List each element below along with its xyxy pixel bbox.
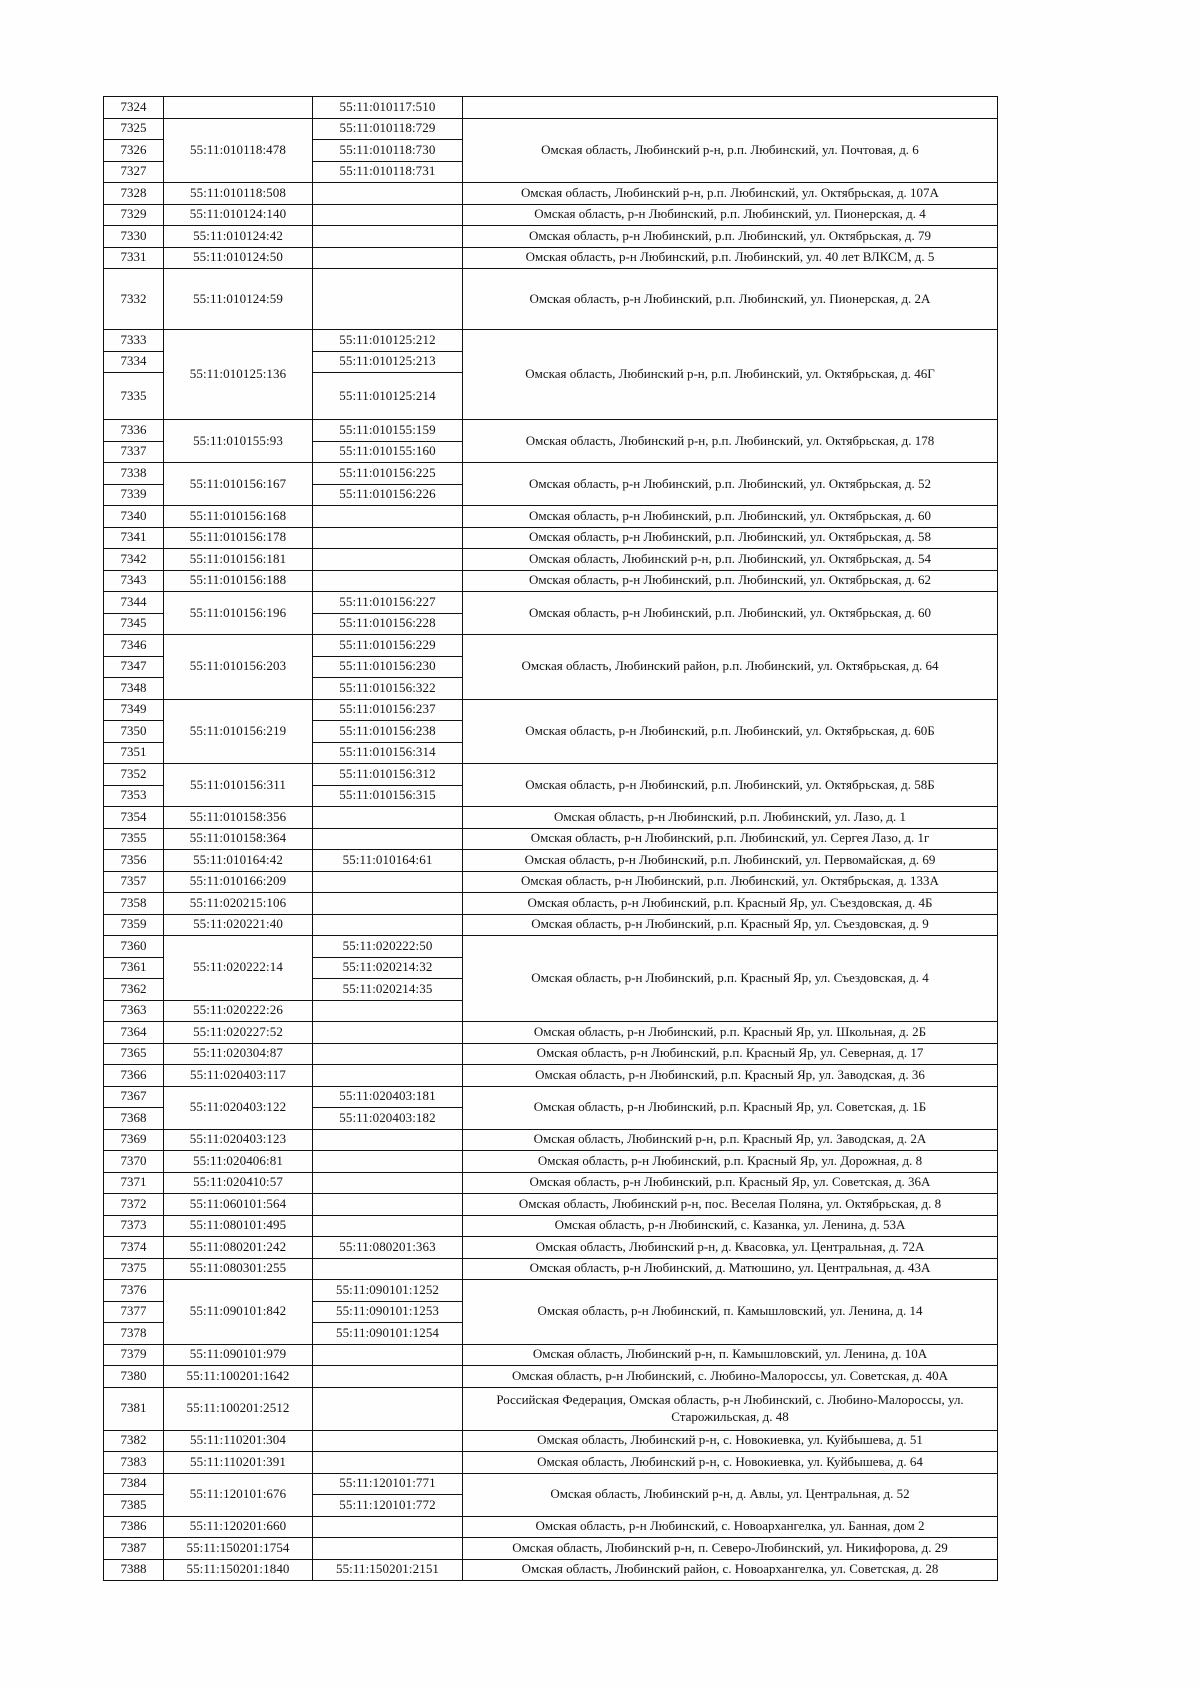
address-cell: [463, 97, 998, 119]
row-number-cell: 7388: [104, 1559, 164, 1581]
building-cadastral-cell: 55:11:120201:660: [164, 1516, 313, 1538]
row-number-cell: 7338: [104, 463, 164, 485]
row-number-cell: 7387: [104, 1538, 164, 1560]
row-number-cell: 7326: [104, 140, 164, 162]
premise-cadastral-cell: 55:11:010164:61: [313, 850, 463, 872]
row-number-cell: 7370: [104, 1151, 164, 1173]
building-cadastral-cell: 55:11:100201:1642: [164, 1366, 313, 1388]
table-row: [104, 330, 998, 352]
table-row: [104, 570, 998, 592]
table-row: [104, 1387, 998, 1430]
address-cell: Омская область, р-н Любинский, р.п. Любинский, ул. Пионерская, д. 4: [463, 204, 998, 226]
premise-cadastral-cell: 55:11:090101:1254: [313, 1323, 463, 1345]
building-cadastral-cell: 55:11:010124:42: [164, 226, 313, 248]
row-number-cell: 7355: [104, 828, 164, 850]
building-cadastral-cell: [164, 97, 313, 119]
premise-cadastral-cell: [313, 1065, 463, 1087]
row-number-cell: 7380: [104, 1366, 164, 1388]
table-row: [104, 269, 998, 330]
table-row: [104, 506, 998, 528]
premise-cadastral-cell: [313, 1194, 463, 1216]
building-cadastral-cell: 55:11:010156:196: [164, 592, 313, 635]
table-row: [104, 183, 998, 205]
address-cell: Омская область, р-н Любинский, с. Любино-Малороссы, ул. Советская, д. 40А: [463, 1366, 998, 1388]
row-number-cell: 7385: [104, 1495, 164, 1517]
row-number-cell: 7341: [104, 527, 164, 549]
premise-cadastral-cell: [313, 914, 463, 936]
premise-cadastral-cell: 55:11:010125:212: [313, 330, 463, 352]
address-cell: Омская область, р-н Любинский, п. Камышловский, ул. Ленина, д. 14: [463, 1280, 998, 1345]
table-row: [104, 549, 998, 571]
table-row: [104, 914, 998, 936]
table-row: [104, 871, 998, 893]
row-number-cell: 7344: [104, 592, 164, 614]
premise-cadastral-cell: [313, 549, 463, 571]
building-cadastral-cell: 55:11:020215:106: [164, 893, 313, 915]
row-number-cell: 7351: [104, 742, 164, 764]
address-cell: Омская область, р-н Любинский, р.п. Любинский, ул. Лазо, д. 1: [463, 807, 998, 829]
address-cell: Омская область, Любинский р-н, д. Квасовка, ул. Центральная, д. 72А: [463, 1237, 998, 1259]
row-number-cell: 7381: [104, 1387, 164, 1430]
premise-cadastral-cell: 55:11:020214:32: [313, 957, 463, 979]
address-cell: Омская область, р-н Любинский, р.п. Любинский, ул. 40 лет ВЛКСМ, д. 5: [463, 247, 998, 269]
row-number-cell: 7352: [104, 764, 164, 786]
row-number-cell: 7342: [104, 549, 164, 571]
table-row: [104, 1516, 998, 1538]
address-cell: Омская область, Любинский р-н, р.п. Любинский, ул. Почтовая, д. 6: [463, 118, 998, 183]
row-number-cell: 7379: [104, 1344, 164, 1366]
building-cadastral-cell: 55:11:110201:304: [164, 1430, 313, 1452]
table-row: [104, 764, 998, 786]
premise-cadastral-cell: 55:11:010125:213: [313, 351, 463, 373]
row-number-cell: 7386: [104, 1516, 164, 1538]
building-cadastral-cell: 55:11:010124:59: [164, 269, 313, 330]
address-cell: Омская область, р-н Любинский, р.п. Любинский, ул. Сергея Лазо, д. 1г: [463, 828, 998, 850]
premise-cadastral-cell: 55:11:010156:237: [313, 699, 463, 721]
table-row: [104, 1366, 998, 1388]
row-number-cell: 7354: [104, 807, 164, 829]
address-cell: Омская область, р-н Любинский, р.п. Красный Яр, ул. Заводская, д. 36: [463, 1065, 998, 1087]
premise-cadastral-cell: 55:11:010156:227: [313, 592, 463, 614]
premise-cadastral-cell: 55:11:120101:772: [313, 1495, 463, 1517]
premise-cadastral-cell: [313, 1538, 463, 1560]
table-row: [104, 1280, 998, 1302]
building-cadastral-cell: 55:11:080101:495: [164, 1215, 313, 1237]
premise-cadastral-cell: [313, 570, 463, 592]
address-cell: Омская область, Любинский р-н, р.п. Красный Яр, ул. Заводская, д. 2А: [463, 1129, 998, 1151]
table-row: [104, 807, 998, 829]
address-cell: Омская область, р-н Любинский, р.п. Красный Яр, ул. Советская, д. 1Б: [463, 1086, 998, 1129]
address-cell: Омская область, р-н Любинский, р.п. Любинский, ул. Первомайская, д. 69: [463, 850, 998, 872]
row-number-cell: 7330: [104, 226, 164, 248]
row-number-cell: 7343: [104, 570, 164, 592]
premise-cadastral-cell: 55:11:020403:181: [313, 1086, 463, 1108]
row-number-cell: 7364: [104, 1022, 164, 1044]
address-cell: Омская область, р-н Любинский, р.п. Красный Яр, ул. Съездовская, д. 4Б: [463, 893, 998, 915]
address-cell: Омская область, р-н Любинский, р.п. Красный Яр, ул. Съездовская, д. 4: [463, 936, 998, 1022]
building-cadastral-cell: 55:11:090101:979: [164, 1344, 313, 1366]
building-cadastral-cell: 55:11:010156:178: [164, 527, 313, 549]
row-number-cell: 7374: [104, 1237, 164, 1259]
row-number-cell: 7366: [104, 1065, 164, 1087]
premise-cadastral-cell: [313, 1430, 463, 1452]
row-number-cell: 7356: [104, 850, 164, 872]
premise-cadastral-cell: 55:11:150201:2151: [313, 1559, 463, 1581]
premise-cadastral-cell: 55:11:090101:1253: [313, 1301, 463, 1323]
premise-cadastral-cell: 55:11:010156:312: [313, 764, 463, 786]
building-cadastral-cell: 55:11:110201:391: [164, 1452, 313, 1474]
row-number-cell: 7329: [104, 204, 164, 226]
premise-cadastral-cell: 55:11:010156:225: [313, 463, 463, 485]
premise-cadastral-cell: 55:11:120101:771: [313, 1473, 463, 1495]
premise-cadastral-cell: 55:11:010155:160: [313, 441, 463, 463]
address-cell: Омская область, р-н Любинский, р.п. Красный Яр, ул. Школьная, д. 2Б: [463, 1022, 998, 1044]
building-cadastral-cell: 55:11:010124:50: [164, 247, 313, 269]
address-cell: Омская область, Любинский р-н, р.п. Любинский, ул. Октябрьская, д. 54: [463, 549, 998, 571]
row-number-cell: 7365: [104, 1043, 164, 1065]
row-number-cell: 7327: [104, 161, 164, 183]
row-number-cell: 7325: [104, 118, 164, 140]
premise-cadastral-cell: [313, 204, 463, 226]
premise-cadastral-cell: [313, 1366, 463, 1388]
table-row: [104, 592, 998, 614]
building-cadastral-cell: 55:11:010156:203: [164, 635, 313, 700]
table-row: [104, 1344, 998, 1366]
row-number-cell: 7348: [104, 678, 164, 700]
table-row: [104, 1538, 998, 1560]
building-cadastral-cell: 55:11:020304:87: [164, 1043, 313, 1065]
building-cadastral-cell: 55:11:020406:81: [164, 1151, 313, 1173]
table-row: [104, 1452, 998, 1474]
building-cadastral-cell: 55:11:020410:57: [164, 1172, 313, 1194]
row-number-cell: 7372: [104, 1194, 164, 1216]
building-cadastral-cell: 55:11:020227:52: [164, 1022, 313, 1044]
table-row: [104, 1473, 998, 1495]
building-cadastral-cell: 55:11:010158:356: [164, 807, 313, 829]
table-row: [104, 1151, 998, 1173]
premise-cadastral-cell: [313, 183, 463, 205]
address-cell: Омская область, Любинский р-н, п. Камышловский, ул. Ленина, д. 10А: [463, 1344, 998, 1366]
address-cell: Омская область, Любинский р-н, д. Авлы, ул. Центральная, д. 52: [463, 1473, 998, 1516]
building-cadastral-cell: 55:11:020403:123: [164, 1129, 313, 1151]
premise-cadastral-cell: 55:11:010156:238: [313, 721, 463, 743]
row-number-cell: 7367: [104, 1086, 164, 1108]
premise-cadastral-cell: 55:11:010117:510: [313, 97, 463, 119]
row-number-cell: 7368: [104, 1108, 164, 1130]
premise-cadastral-cell: [313, 1129, 463, 1151]
building-cadastral-cell: 55:11:150201:1754: [164, 1538, 313, 1560]
building-cadastral-cell: 55:11:100201:2512: [164, 1387, 313, 1430]
row-number-cell: 7357: [104, 871, 164, 893]
address-cell: Омская область, р-н Любинский, с. Казанка, ул. Ленина, д. 53А: [463, 1215, 998, 1237]
building-cadastral-cell: 55:11:020222:26: [164, 1000, 313, 1022]
building-cadastral-cell: 55:11:010156:168: [164, 506, 313, 528]
row-number-cell: 7334: [104, 351, 164, 373]
building-cadastral-cell: 55:11:060101:564: [164, 1194, 313, 1216]
building-cadastral-cell: 55:11:020403:117: [164, 1065, 313, 1087]
premise-cadastral-cell: 55:11:010156:228: [313, 613, 463, 635]
address-cell: Омская область, Любинский р-н, пос. Веселая Поляна, ул. Октябрьская, д. 8: [463, 1194, 998, 1216]
row-number-cell: 7363: [104, 1000, 164, 1022]
address-cell: Омская область, р-н Любинский, р.п. Любинский, ул. Октябрьская, д. 58Б: [463, 764, 998, 807]
premise-cadastral-cell: 55:11:020403:182: [313, 1108, 463, 1130]
premise-cadastral-cell: [313, 871, 463, 893]
table-row: [104, 204, 998, 226]
address-cell: Омская область, р-н Любинский, р.п. Красный Яр, ул. Северная, д. 17: [463, 1043, 998, 1065]
table-row: [104, 936, 998, 958]
address-cell: Омская область, Любинский р-н, р.п. Любинский, ул. Октябрьская, д. 107А: [463, 183, 998, 205]
address-cell: Омская область, р-н Любинский, р.п. Любинский, ул. Октябрьская, д. 133А: [463, 871, 998, 893]
row-number-cell: 7324: [104, 97, 164, 119]
premise-cadastral-cell: [313, 828, 463, 850]
address-cell: Омская область, р-н Любинский, р.п. Красный Яр, ул. Дорожная, д. 8: [463, 1151, 998, 1173]
premise-cadastral-cell: [313, 1022, 463, 1044]
row-number-cell: 7378: [104, 1323, 164, 1345]
row-number-cell: 7335: [104, 373, 164, 420]
building-cadastral-cell: 55:11:010118:508: [164, 183, 313, 205]
table-row: [104, 1065, 998, 1087]
table-row: [104, 1559, 998, 1581]
address-cell: Омская область, р-н Любинский, р.п. Любинский, ул. Октябрьская, д. 60: [463, 506, 998, 528]
address-cell: Российская Федерация, Омская область, р-н Любинский, с. Любино-Малороссы, ул. Старожильская, д. 48: [463, 1387, 998, 1430]
row-number-cell: 7337: [104, 441, 164, 463]
table-row: [104, 463, 998, 485]
premise-cadastral-cell: 55:11:020214:35: [313, 979, 463, 1001]
table-row: [104, 1043, 998, 1065]
table-row: [104, 1086, 998, 1108]
table-row: [104, 1194, 998, 1216]
row-number-cell: 7353: [104, 785, 164, 807]
row-number-cell: 7376: [104, 1280, 164, 1302]
row-number-cell: 7371: [104, 1172, 164, 1194]
premise-cadastral-cell: 55:11:010125:214: [313, 373, 463, 420]
table-row: [104, 699, 998, 721]
table-row: [104, 1237, 998, 1259]
row-number-cell: 7331: [104, 247, 164, 269]
row-number-cell: 7375: [104, 1258, 164, 1280]
premise-cadastral-cell: 55:11:010156:315: [313, 785, 463, 807]
building-cadastral-cell: 55:11:020403:122: [164, 1086, 313, 1129]
premise-cadastral-cell: 55:11:010118:730: [313, 140, 463, 162]
premise-cadastral-cell: 55:11:010155:159: [313, 420, 463, 442]
address-cell: Омская область, Любинский р-н, с. Новокиевка, ул. Куйбышева, д. 51: [463, 1430, 998, 1452]
premise-cadastral-cell: [313, 1172, 463, 1194]
table-row: [104, 1215, 998, 1237]
address-cell: Омская область, р-н Любинский, р.п. Любинский, ул. Октябрьская, д. 60: [463, 592, 998, 635]
row-number-cell: 7384: [104, 1473, 164, 1495]
building-cadastral-cell: 55:11:090101:842: [164, 1280, 313, 1345]
address-cell: Омская область, р-н Любинский, р.п. Любинский, ул. Октябрьская, д. 52: [463, 463, 998, 506]
premise-cadastral-cell: [313, 1215, 463, 1237]
premise-cadastral-cell: [313, 506, 463, 528]
premise-cadastral-cell: 55:11:010156:226: [313, 484, 463, 506]
building-cadastral-cell: 55:11:010118:478: [164, 118, 313, 183]
table-row: [104, 828, 998, 850]
premise-cadastral-cell: 55:11:010156:322: [313, 678, 463, 700]
address-cell: Омская область, р-н Любинский, р.п. Любинский, ул. Октябрьская, д. 58: [463, 527, 998, 549]
row-number-cell: 7358: [104, 893, 164, 915]
row-number-cell: 7332: [104, 269, 164, 330]
address-cell: Омская область, Любинский район, р.п. Любинский, ул. Октябрьская, д. 64: [463, 635, 998, 700]
premise-cadastral-cell: 55:11:080201:363: [313, 1237, 463, 1259]
table-row: [104, 97, 998, 119]
building-cadastral-cell: 55:11:080201:242: [164, 1237, 313, 1259]
table-row: [104, 527, 998, 549]
premise-cadastral-cell: [313, 1000, 463, 1022]
row-number-cell: 7350: [104, 721, 164, 743]
premise-cadastral-cell: [313, 807, 463, 829]
table-row: [104, 226, 998, 248]
address-cell: Омская область, Любинский р-н, р.п. Любинский, ул. Октябрьская, д. 178: [463, 420, 998, 463]
address-cell: Омская область, р-н Любинский, с. Новоархангелка, ул. Банная, дом 2: [463, 1516, 998, 1538]
premise-cadastral-cell: [313, 527, 463, 549]
premise-cadastral-cell: 55:11:010118:731: [313, 161, 463, 183]
row-number-cell: 7328: [104, 183, 164, 205]
row-number-cell: 7359: [104, 914, 164, 936]
address-cell: Омская область, Любинский р-н, с. Новокиевка, ул. Куйбышева, д. 64: [463, 1452, 998, 1474]
premise-cadastral-cell: [313, 247, 463, 269]
building-cadastral-cell: 55:11:010124:140: [164, 204, 313, 226]
address-cell: Омская область, р-н Любинский, р.п. Любинский, ул. Октябрьская, д. 60Б: [463, 699, 998, 764]
table-row: [104, 850, 998, 872]
building-cadastral-cell: 55:11:010158:364: [164, 828, 313, 850]
building-cadastral-cell: 55:11:010166:209: [164, 871, 313, 893]
building-cadastral-cell: 55:11:010156:188: [164, 570, 313, 592]
building-cadastral-cell: 55:11:150201:1840: [164, 1559, 313, 1581]
address-cell: Омская область, р-н Любинский, р.п. Красный Яр, ул. Советская, д. 36А: [463, 1172, 998, 1194]
table-row: [104, 247, 998, 269]
table-row: [104, 1129, 998, 1151]
building-cadastral-cell: 55:11:010156:311: [164, 764, 313, 807]
address-cell: Омская область, р-н Любинский, р.п. Любинский, ул. Октябрьская, д. 62: [463, 570, 998, 592]
row-number-cell: 7345: [104, 613, 164, 635]
address-cell: Омская область, р-н Любинский, р.п. Любинский, ул. Октябрьская, д. 79: [463, 226, 998, 248]
row-number-cell: 7377: [104, 1301, 164, 1323]
premise-cadastral-cell: 55:11:020222:50: [313, 936, 463, 958]
row-number-cell: 7336: [104, 420, 164, 442]
building-cadastral-cell: 55:11:010155:93: [164, 420, 313, 463]
building-cadastral-cell: 55:11:010125:136: [164, 330, 313, 420]
premise-cadastral-cell: [313, 1344, 463, 1366]
row-number-cell: 7361: [104, 957, 164, 979]
premise-cadastral-cell: [313, 269, 463, 330]
building-cadastral-cell: 55:11:080301:255: [164, 1258, 313, 1280]
row-number-cell: 7346: [104, 635, 164, 657]
row-number-cell: 7339: [104, 484, 164, 506]
building-cadastral-cell: 55:11:020221:40: [164, 914, 313, 936]
premise-cadastral-cell: 55:11:010156:230: [313, 656, 463, 678]
row-number-cell: 7349: [104, 699, 164, 721]
building-cadastral-cell: 55:11:020222:14: [164, 936, 313, 1001]
address-cell: Омская область, р-н Любинский, р.п. Красный Яр, ул. Съездовская, д. 9: [463, 914, 998, 936]
table-row: [104, 1430, 998, 1452]
table-row: [104, 420, 998, 442]
premise-cadastral-cell: 55:11:010118:729: [313, 118, 463, 140]
table-row: [104, 1022, 998, 1044]
address-cell: Омская область, р-н Любинский, р.п. Любинский, ул. Пионерская, д. 2А: [463, 269, 998, 330]
premise-cadastral-cell: [313, 1387, 463, 1430]
row-number-cell: 7362: [104, 979, 164, 1001]
premise-cadastral-cell: [313, 1043, 463, 1065]
building-cadastral-cell: 55:11:010164:42: [164, 850, 313, 872]
table-row: [104, 1172, 998, 1194]
premise-cadastral-cell: [313, 893, 463, 915]
address-cell: Омская область, Любинский район, с. Новоархангелка, ул. Советская, д. 28: [463, 1559, 998, 1581]
row-number-cell: 7360: [104, 936, 164, 958]
premise-cadastral-cell: 55:11:010156:229: [313, 635, 463, 657]
table-row: [104, 1258, 998, 1280]
address-cell: Омская область, Любинский р-н, п. Северо-Любинский, ул. Никифорова, д. 29: [463, 1538, 998, 1560]
row-number-cell: 7340: [104, 506, 164, 528]
building-cadastral-cell: 55:11:120101:676: [164, 1473, 313, 1516]
building-cadastral-cell: 55:11:010156:219: [164, 699, 313, 764]
premise-cadastral-cell: [313, 226, 463, 248]
address-cell: Омская область, р-н Любинский, д. Матюшино, ул. Центральная, д. 43А: [463, 1258, 998, 1280]
row-number-cell: 7382: [104, 1430, 164, 1452]
table-row: [104, 118, 998, 140]
row-number-cell: 7347: [104, 656, 164, 678]
premise-cadastral-cell: 55:11:010156:314: [313, 742, 463, 764]
row-number-cell: 7333: [104, 330, 164, 352]
row-number-cell: 7383: [104, 1452, 164, 1474]
row-number-cell: 7369: [104, 1129, 164, 1151]
table-row: [104, 635, 998, 657]
building-cadastral-cell: 55:11:010156:181: [164, 549, 313, 571]
premise-cadastral-cell: 55:11:090101:1252: [313, 1280, 463, 1302]
premise-cadastral-cell: [313, 1258, 463, 1280]
premise-cadastral-cell: [313, 1151, 463, 1173]
table-row: [104, 893, 998, 915]
row-number-cell: 7373: [104, 1215, 164, 1237]
register-table-body: [104, 97, 998, 1581]
register-table: [103, 96, 998, 1581]
address-cell: Омская область, Любинский р-н, р.п. Любинский, ул. Октябрьская, д. 46Г: [463, 330, 998, 420]
premise-cadastral-cell: [313, 1452, 463, 1474]
building-cadastral-cell: 55:11:010156:167: [164, 463, 313, 506]
premise-cadastral-cell: [313, 1516, 463, 1538]
